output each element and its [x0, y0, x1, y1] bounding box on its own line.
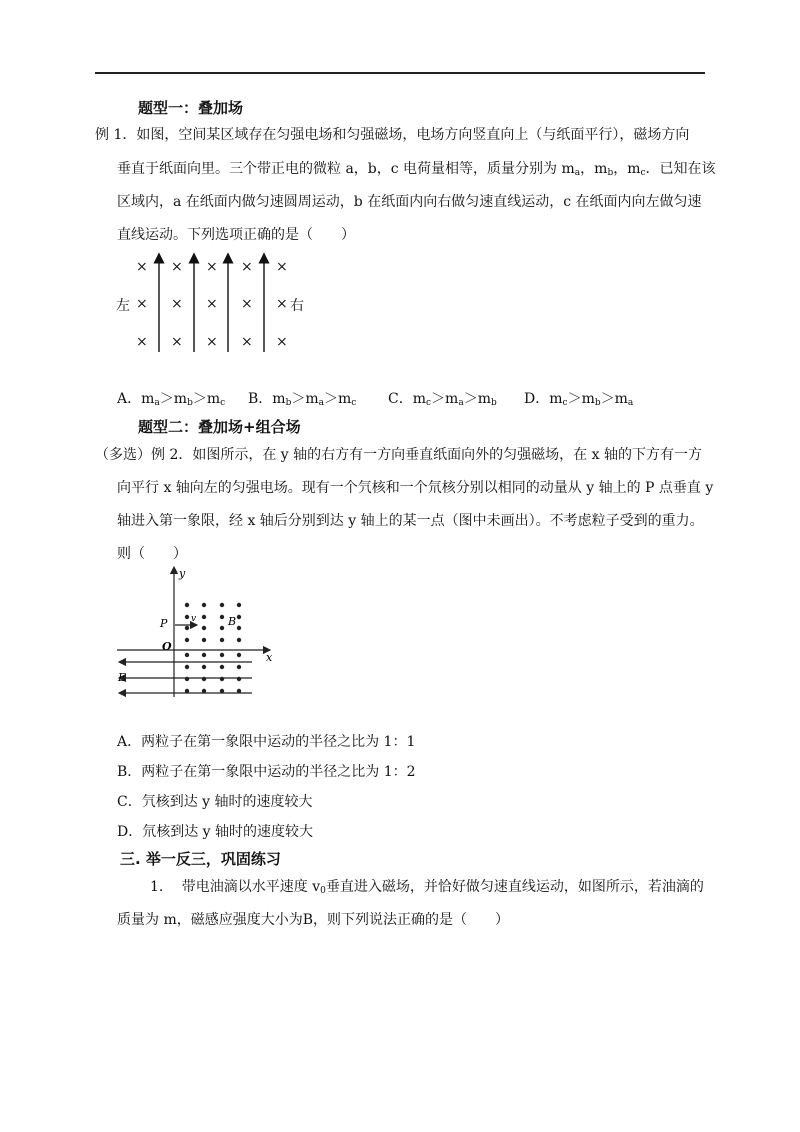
magnetic-field-cross: ×	[206, 334, 218, 350]
origin-label: O	[162, 640, 172, 653]
section2-heading: 题型二：叠加场+组合场	[138, 418, 301, 436]
q1-line-1: 例 1．如图，空间某区域存在匀强电场和匀强磁场，电场方向竖直向上（与纸面平行），磁场方向	[95, 127, 690, 143]
magnetic-field-cross: ×	[171, 334, 183, 350]
q1-option-d[interactable]: D．$m_c>m_b>m_a$	[524, 391, 634, 408]
practice-q1-line-1: 1. 带电油滴以水平速度 $v_0$垂直进入磁场，并恰好做匀速直线运动，如图所示，若油滴的	[150, 879, 704, 896]
left-label: 左	[116, 298, 130, 314]
magnetic-field-dot	[185, 653, 189, 657]
magnetic-field-cross: ×	[136, 334, 148, 350]
q2-option-c[interactable]: C．氕核到达 y 轴时的速度较大	[117, 794, 313, 810]
magnetic-field-dot	[220, 653, 224, 657]
magnetic-field-dot	[202, 626, 206, 630]
q1-option-a[interactable]: A．$m_a>m_b>m_c$	[117, 391, 226, 408]
magnetic-field-cross: ×	[276, 334, 288, 350]
magnetic-field-dot	[237, 615, 241, 619]
b-label: B	[228, 615, 237, 628]
q1-option-c[interactable]: C．$m_c>m_a>m_b$	[388, 391, 497, 408]
magnetic-field-dot	[237, 689, 241, 693]
v-label: v	[191, 614, 197, 624]
q1-line-4: 直线运动。下列选项正确的是（ ）	[117, 227, 355, 243]
magnetic-field-dot	[185, 689, 189, 693]
magnetic-field-dot	[202, 603, 206, 607]
magnetic-field-cross: ×	[241, 259, 253, 275]
magnetic-field-dot	[220, 603, 224, 607]
magnetic-field-cross: ×	[241, 334, 253, 350]
magnetic-field-dot	[185, 665, 189, 669]
magnetic-field-dot	[202, 638, 206, 642]
magnetic-field-dot	[237, 653, 241, 657]
section1-heading: 题型一：叠加场	[138, 99, 244, 117]
magnetic-field-dot	[237, 665, 241, 669]
figure-2-coordinate-diagram	[112, 565, 277, 700]
q1-option-b[interactable]: B．$m_b>m_a>m_c$	[248, 391, 357, 408]
p-label: P	[160, 617, 168, 630]
magnetic-field-dot	[185, 677, 189, 681]
magnetic-field-dot	[202, 689, 206, 693]
magnetic-field-cross: ×	[136, 259, 148, 275]
q2-option-a[interactable]: A．两粒子在第一象限中运动的半径之比为 1：1	[117, 734, 416, 750]
magnetic-field-dot	[185, 603, 189, 607]
magnetic-field-dot	[237, 626, 241, 630]
practice-q1-line-2: 质量为 m，磁感应强度大小为B，则下列说法正确的是（ ）	[117, 912, 510, 928]
magnetic-field-dot	[185, 638, 189, 642]
q2-line-4: 则（ ）	[117, 546, 187, 562]
magnetic-field-dot	[220, 626, 224, 630]
magnetic-field-cross: ×	[276, 296, 288, 312]
magnetic-field-cross: ×	[206, 296, 218, 312]
q2-line-1: （多选）例 2．如图所示，在 y 轴的右方有一方向垂直纸面向外的匀强磁场，在 x 轴的下方有一方	[95, 447, 702, 463]
magnetic-field-cross: ×	[171, 296, 183, 312]
magnetic-field-dot	[220, 665, 224, 669]
magnetic-field-cross: ×	[136, 296, 148, 312]
magnetic-field-cross: ×	[171, 259, 183, 275]
magnetic-field-dot	[202, 665, 206, 669]
q1-line-3: 区域内，a 在纸面内做匀速圆周运动，b 在纸面内向右做匀速直线运动，c 在纸面内向左做匀速	[117, 194, 702, 210]
magnetic-field-dot	[220, 689, 224, 693]
magnetic-field-dot	[202, 615, 206, 619]
magnetic-field-dot	[220, 677, 224, 681]
q2-option-d[interactable]: D．氘核到达 y 轴时的速度较大	[117, 824, 314, 840]
q2-line-2: 向平行 x 轴向左的匀强电场。现有一个氕核和一个氘核分别以相同的动量从 y 轴上的 P 点垂直 y	[117, 480, 714, 496]
x-label: x	[266, 651, 273, 664]
section3-heading: 三. 举一反三，巩固练习	[120, 850, 281, 868]
magnetic-field-dot	[237, 638, 241, 642]
y-label: y	[179, 567, 186, 580]
magnetic-field-dot	[237, 603, 241, 607]
magnetic-field-dot	[185, 626, 189, 630]
magnetic-field-cross: ×	[276, 259, 288, 275]
magnetic-field-cross: ×	[206, 259, 218, 275]
magnetic-field-dot	[185, 615, 189, 619]
q2-line-3: 轴进入第一象限，经 x 轴后分别到达 y 轴上的某一点（图中未画出）。不考虑粒子受到的重力。	[117, 513, 704, 529]
magnetic-field-dot	[220, 615, 224, 619]
magnetic-field-dot	[220, 638, 224, 642]
e-label: E	[118, 671, 127, 684]
magnetic-field-dot	[237, 677, 241, 681]
q2-option-b[interactable]: B．两粒子在第一象限中运动的半径之比为 1：2	[117, 764, 416, 780]
header-rule	[95, 72, 705, 74]
figure-1-field-diagram	[110, 250, 320, 360]
q1-line-2: 垂直于纸面向里。三个带正电的微粒 a，b，c 电荷量相等，质量分别为 $m_a$，$m_b$，$m_c$．已知在该	[117, 161, 716, 178]
magnetic-field-dot	[202, 653, 206, 657]
right-label: 右	[290, 298, 304, 314]
magnetic-field-dot	[202, 677, 206, 681]
magnetic-field-cross: ×	[241, 296, 253, 312]
